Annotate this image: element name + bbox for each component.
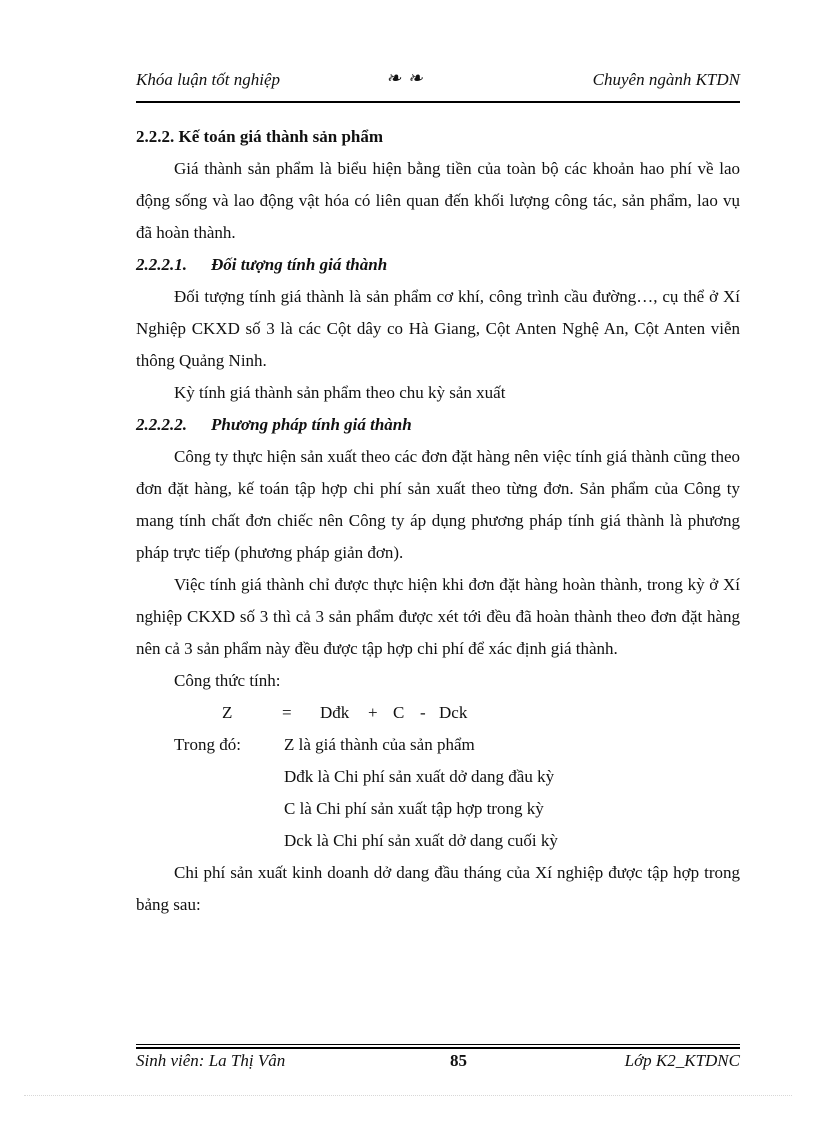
subsection-number: 2.2.2.1. xyxy=(136,255,187,274)
legend-line: C là Chi phí sản xuất tập hợp trong kỳ xyxy=(284,799,544,818)
formula xyxy=(136,697,740,729)
formula-z: Z xyxy=(222,703,233,722)
legend-line: Dck là Chi phí sản xuất dở dang cuối kỳ xyxy=(284,831,558,850)
footer-class: Lớp K2_KTDNC xyxy=(624,1051,740,1070)
paragraph: Chi phí sản xuất kinh doanh dở dang đầu tháng của Xí nghiệp được tập hợp trong bảng sau: xyxy=(136,863,740,914)
page-number: 85 xyxy=(450,1051,467,1070)
formula-dck: Dck xyxy=(439,703,468,722)
legend-line: Dđk là Chi phí sản xuất dở dang đầu kỳ xyxy=(284,767,555,786)
formula-legend xyxy=(136,729,740,857)
header-rule xyxy=(136,101,740,103)
header-thesis-label: Khóa luận tốt nghiệp xyxy=(136,70,281,89)
page-header xyxy=(136,64,740,100)
footer-rule-thin xyxy=(136,1044,740,1045)
formula-ddk: Dđk xyxy=(320,703,350,722)
header-ornament-icon: ❧ ❧ xyxy=(386,68,424,88)
subsection-title: Phương pháp tính giá thành xyxy=(211,415,412,434)
formula-c: C xyxy=(393,703,405,722)
page-edge-divider xyxy=(24,1095,792,1096)
formula-plus: + xyxy=(368,703,378,722)
legend-label: Trong đó: xyxy=(174,735,241,754)
page-footer xyxy=(136,1051,740,1075)
section-heading: 2.2.2. Kế toán giá thành sản phẩm xyxy=(136,127,384,146)
subsection-number: 2.2.2.2. xyxy=(136,415,187,434)
document-body xyxy=(136,121,740,921)
footer-rule-thick xyxy=(136,1047,740,1049)
header-major-label: Chuyên ngành KTDN xyxy=(592,70,740,89)
subsection-heading-1 xyxy=(136,249,740,281)
paragraph: Kỳ tính giá thành sản phẩm theo chu kỳ sản xuất xyxy=(174,383,506,402)
subsection-heading-2 xyxy=(136,409,740,441)
formula-minus: - xyxy=(420,703,426,722)
subsection-title: Đối tượng tính giá thành xyxy=(211,255,388,274)
legend-line: Z là giá thành của sản phẩm xyxy=(284,735,475,754)
intro-paragraph: Giá thành sản phẩm là biểu hiện bằng tiền của toàn bộ các khoản hao phí về lao động sống và lao động vật hóa có liên quan đến khối lượng công tác, sản phẩm, lao vụ đã hoàn thành. xyxy=(136,159,740,242)
paragraph: Đối tượng tính giá thành là sản phẩm cơ khí, công trình cầu đường…, cụ thể ở Xí Nghiệp CKXD số 3 là các Cột dây co Hà Giang, Cột Anten Nghệ An, Cột Anten viễn thông Quảng Ninh. xyxy=(136,287,740,370)
formula-label: Công thức tính: xyxy=(174,671,281,690)
paragraph: Việc tính giá thành chỉ được thực hiện khi đơn đặt hàng hoàn thành, trong kỳ ở Xí nghiệp CKXD số 3 thì cả 3 sản phẩm được xét tới đều đã hoàn thành theo đơn đặt hàng nên cả 3 sản phẩm này đều được tập hợp chi phí để xác định giá thành. xyxy=(136,575,740,658)
paragraph: Công ty thực hiện sản xuất theo các đơn đặt hàng nên việc tính giá thành cũng theo đơn đặt hàng, kế toán tập hợp chi phí sản xuất theo từng đơn. Sản phẩm của Công ty mang tính chất đơn chiếc nên Công ty áp dụng phương pháp tính giá thành là phương pháp trực tiếp (phương pháp giản đơn). xyxy=(136,447,740,562)
formula-equals: = xyxy=(282,703,292,722)
footer-student: Sinh viên: La Thị Vân xyxy=(136,1051,286,1070)
